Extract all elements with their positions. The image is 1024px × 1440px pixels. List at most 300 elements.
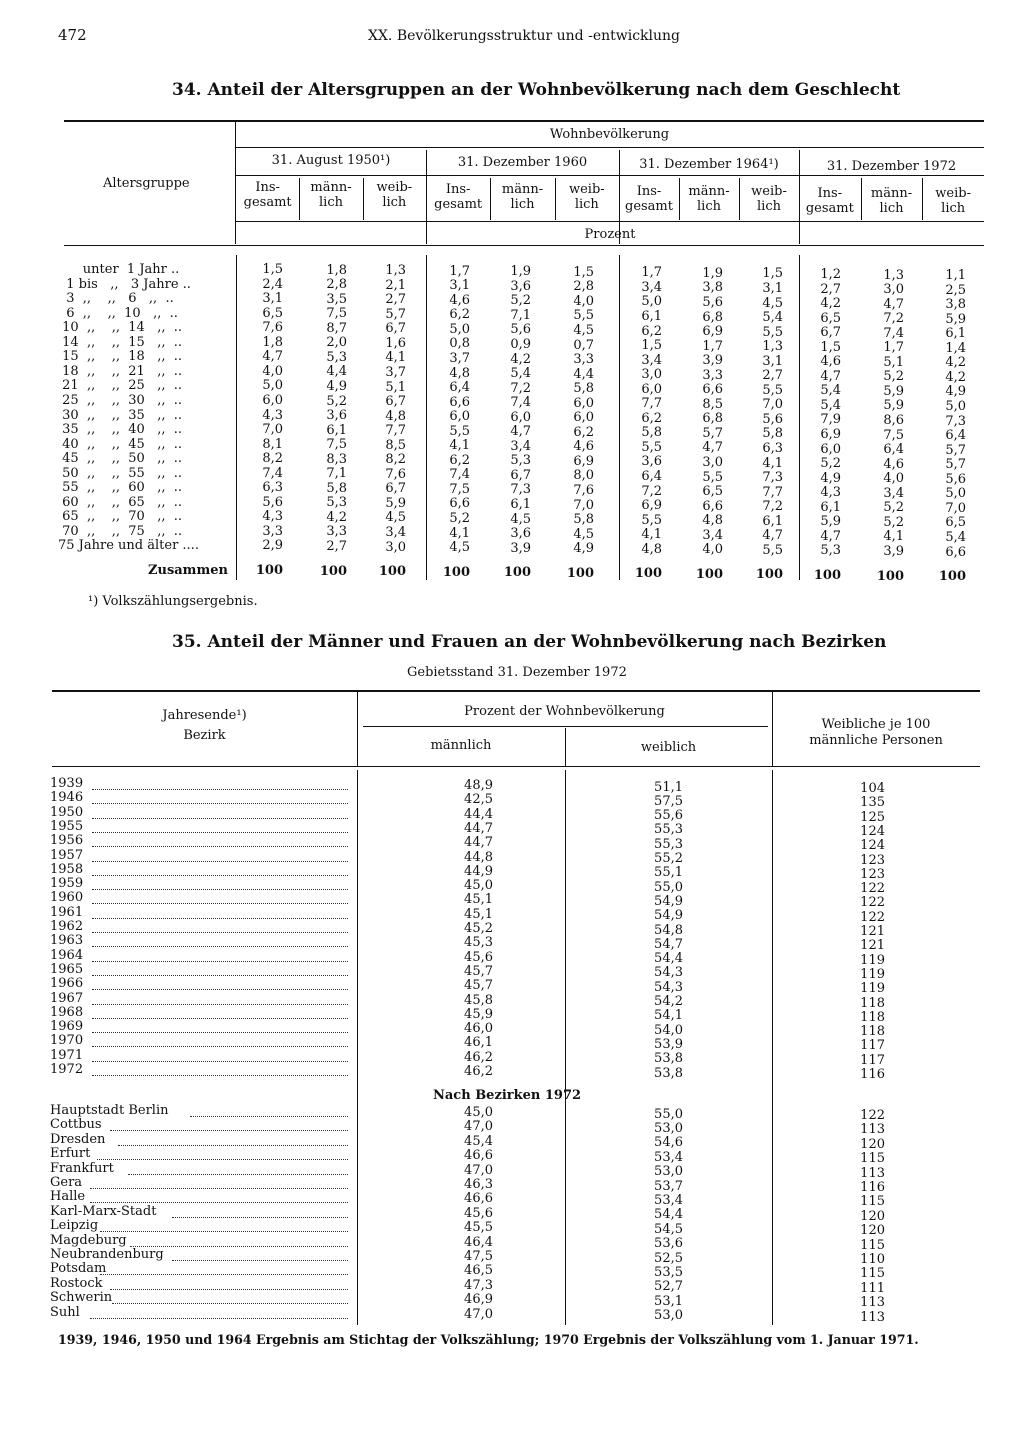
t35-body-divider bbox=[357, 770, 358, 1325]
t35-cell: 54,3 bbox=[654, 965, 683, 981]
t34-cell: 2,7 bbox=[762, 368, 783, 384]
t34-cell: 3,3 bbox=[702, 367, 723, 383]
t35-leader-dots bbox=[100, 1264, 348, 1275]
t35-row-label: Suhl bbox=[50, 1304, 80, 1320]
t35-cell: 45,9 bbox=[464, 1006, 493, 1022]
t35-cell: 44,9 bbox=[464, 863, 493, 879]
t34-cell: 1,5 bbox=[573, 264, 594, 280]
t34-cell: 5,8 bbox=[573, 381, 594, 397]
t34-cell: 6,7 bbox=[385, 394, 406, 410]
t34-cell: 1,8 bbox=[326, 262, 347, 278]
t34-subheader-line: lich bbox=[757, 199, 781, 214]
t34-cell: 1,3 bbox=[883, 267, 904, 283]
t34-cell: 6,0 bbox=[820, 441, 841, 457]
t35-leader-dots bbox=[112, 1293, 348, 1304]
t34-cell: 5,4 bbox=[510, 366, 531, 382]
t34-body-divider bbox=[426, 255, 427, 580]
t35-subtitle: Gebietsstand 31. Dezember 1972 bbox=[407, 665, 627, 680]
t34-cell: 2,7 bbox=[820, 281, 841, 297]
t35-cell: 46,6 bbox=[464, 1191, 493, 1207]
t34-cell: 3,0 bbox=[641, 367, 662, 383]
t34-cell: 4,0 bbox=[883, 471, 904, 487]
t34-row-label: 1 bis ,, 3 Jahre .. bbox=[58, 276, 191, 292]
t35-top-rule bbox=[52, 690, 980, 692]
t35-row-label: 1967 bbox=[50, 990, 84, 1006]
t35-row-label: Dresden bbox=[50, 1131, 106, 1147]
t34-row-label: 25 ,, ,, 30 ,, .. bbox=[58, 392, 182, 408]
t34-cell: 4,2 bbox=[945, 369, 966, 385]
t34-cell: 6,2 bbox=[449, 452, 470, 468]
t34-cell: 4,2 bbox=[945, 355, 966, 371]
t34-cell: 2,8 bbox=[326, 277, 347, 293]
table-35-title: 35. Anteil der Männer und Frauen an der Wohnbevölkerung nach Bezirken bbox=[172, 632, 887, 652]
t35-leader-dots bbox=[92, 779, 348, 790]
t34-top-rule bbox=[64, 120, 984, 122]
t35-row-label: 1968 bbox=[50, 1004, 84, 1020]
t34-body-divider bbox=[799, 255, 800, 580]
t35-leader-dots bbox=[128, 1164, 348, 1175]
t34-cell: 100 bbox=[503, 565, 531, 581]
t34-cell: 5,8 bbox=[573, 512, 594, 528]
t35-leader-dots bbox=[92, 822, 348, 833]
t34-cell: 6,6 bbox=[702, 382, 723, 398]
t35-cell: 53,8 bbox=[654, 1051, 683, 1067]
t34-cell: 5,0 bbox=[641, 294, 662, 310]
t34-cell: 6,5 bbox=[262, 305, 283, 321]
t34-cell: 2,9 bbox=[262, 538, 283, 554]
t35-cell: 115 bbox=[860, 1266, 885, 1282]
t34-cell: 5,2 bbox=[820, 456, 841, 472]
t35-cell: 55,6 bbox=[654, 808, 683, 824]
t34-cell: 3,5 bbox=[326, 291, 347, 307]
t34-cell: 6,2 bbox=[573, 424, 594, 440]
t34-subheader-line: gesamt bbox=[805, 201, 854, 216]
t34-cell: 7,2 bbox=[641, 483, 662, 499]
t34-subheader-line: Ins- bbox=[636, 184, 662, 199]
t35-row-label: 1965 bbox=[50, 961, 84, 977]
t34-cell: 3,1 bbox=[762, 280, 783, 296]
t34-subheader-line: Ins- bbox=[445, 182, 471, 197]
t35-cell: 119 bbox=[860, 981, 885, 997]
t34-row-label: 35 ,, ,, 40 ,, .. bbox=[58, 422, 182, 438]
t34-cell: 1,1 bbox=[945, 268, 966, 284]
t35-cell: 55,3 bbox=[654, 836, 683, 852]
t34-subheader bbox=[739, 184, 799, 214]
t34-body-divider bbox=[236, 255, 237, 580]
t35-row-label: Rostock bbox=[50, 1275, 103, 1291]
t35-leader-dots bbox=[92, 1008, 348, 1019]
t34-subheader bbox=[426, 182, 490, 212]
t35-cell: 46,3 bbox=[464, 1177, 493, 1192]
t35-row-label: 1961 bbox=[50, 904, 84, 920]
t35-cell: 115 bbox=[860, 1194, 885, 1210]
t34-cell: 5,7 bbox=[385, 306, 406, 322]
t34-cell: 4,7 bbox=[820, 528, 841, 544]
t34-cell: 5,3 bbox=[326, 349, 347, 365]
t35-row-label: Erfurt bbox=[50, 1146, 91, 1162]
t34-cell: 3,0 bbox=[883, 282, 904, 298]
t34-rule bbox=[64, 245, 984, 246]
t35-row-label: 1970 bbox=[50, 1033, 84, 1049]
t35-cell: 44,7 bbox=[464, 820, 493, 836]
t34-cell: 6,2 bbox=[641, 323, 662, 339]
t35-leader-dots bbox=[92, 1051, 348, 1062]
t34-subheader bbox=[490, 182, 554, 212]
t34-row-label: 50 ,, ,, 55 ,, .. bbox=[58, 465, 182, 481]
t34-row-label: 15 ,, ,, 18 ,, .. bbox=[58, 349, 182, 365]
t34-subheader-line: lich bbox=[319, 195, 343, 210]
t35-cell: 54,8 bbox=[654, 922, 683, 938]
t34-cell: 5,9 bbox=[945, 311, 966, 327]
t35-cell: 44,4 bbox=[464, 806, 493, 822]
t34-cell: 100 bbox=[566, 565, 594, 581]
t35-leader-dots bbox=[97, 1149, 348, 1160]
t34-cell: 5,9 bbox=[883, 383, 904, 399]
t34-cell: 8,7 bbox=[326, 320, 347, 336]
t34-row-label: 65 ,, ,, 70 ,, .. bbox=[58, 509, 182, 525]
t34-body-divider bbox=[619, 255, 620, 580]
t35-cell: 54,2 bbox=[654, 994, 683, 1009]
t34-cell: 1,5 bbox=[762, 266, 783, 282]
t35-cell: 135 bbox=[860, 795, 885, 811]
t34-cell: 7,0 bbox=[762, 397, 783, 413]
t34-cell: 5,7 bbox=[945, 442, 966, 458]
t35-cell: 54,0 bbox=[654, 1022, 683, 1038]
t35-row-label: 1955 bbox=[50, 818, 84, 834]
t35-cell: 122 bbox=[860, 895, 885, 911]
t35-row-label: Frankfurt bbox=[50, 1160, 114, 1176]
t35-row-label: Karl-Marx-Stadt bbox=[50, 1203, 157, 1219]
t35-row-label: Magdeburg bbox=[50, 1232, 127, 1248]
t35-cell: 52,7 bbox=[654, 1279, 683, 1295]
t34-cell: 6,1 bbox=[945, 326, 966, 342]
t35-leader-dots bbox=[90, 1178, 348, 1189]
t34-cell: 6,2 bbox=[449, 307, 470, 323]
t34-cell: 5,2 bbox=[449, 511, 470, 526]
t34-cell: 5,6 bbox=[510, 322, 531, 338]
t35-cell: 104 bbox=[860, 781, 885, 796]
t35-cell: 46,2 bbox=[464, 1049, 493, 1065]
t34-cell: 6,0 bbox=[641, 381, 662, 397]
t35-cell: 125 bbox=[860, 809, 885, 825]
t34-cell: 7,1 bbox=[326, 466, 347, 482]
t35-cell: 55,1 bbox=[654, 865, 683, 881]
t34-cell: 6,6 bbox=[945, 544, 966, 560]
t34-cell: 6,1 bbox=[820, 499, 841, 515]
t35-cell: 44,8 bbox=[464, 849, 493, 865]
t34-row-label: 21 ,, ,, 25 ,, .. bbox=[58, 378, 182, 394]
t35-cell: 51,1 bbox=[654, 779, 683, 795]
t35-stub-header-2: Bezirk bbox=[183, 728, 226, 743]
t35-cell: 54,6 bbox=[654, 1135, 683, 1151]
t34-cell: 3,0 bbox=[385, 539, 406, 555]
t35-cell: 120 bbox=[860, 1223, 885, 1239]
t35-cell: 116 bbox=[860, 1067, 885, 1082]
t34-cell: 4,5 bbox=[385, 510, 406, 526]
t34-subheader-divider bbox=[739, 178, 740, 220]
t35-cell: 52,5 bbox=[654, 1250, 683, 1266]
t34-subheader-line: männ- bbox=[870, 186, 913, 201]
t34-cell: 5,7 bbox=[945, 457, 966, 473]
t34-cell: 4,5 bbox=[573, 322, 594, 338]
t34-cell: 5,3 bbox=[510, 453, 531, 469]
t35-row-label: Gera bbox=[50, 1175, 83, 1190]
t34-subheader-divider bbox=[922, 178, 923, 220]
t34-cell: 4,7 bbox=[262, 349, 283, 365]
t35-cell: 45,5 bbox=[464, 1220, 493, 1236]
t35-footnote: 1939, 1946, 1950 und 1964 Ergebnis am Stichtag der Volkszählung; 1970 Ergebnis der Volkszählung vom 1. Januar 1971. bbox=[58, 1332, 919, 1347]
t34-cell: 5,8 bbox=[762, 426, 783, 442]
t35-leader-dots bbox=[100, 1221, 348, 1232]
t34-subheader bbox=[363, 180, 426, 210]
t35-stub-header-1: Jahresende¹) bbox=[162, 708, 247, 723]
t35-cell: 116 bbox=[860, 1180, 885, 1195]
t34-cell: 3,9 bbox=[883, 543, 904, 559]
t34-cell: 4,5 bbox=[573, 526, 594, 542]
t34-cell: 7,4 bbox=[449, 467, 470, 483]
t35-cell: 54,7 bbox=[654, 936, 683, 952]
t35-row-label: 1966 bbox=[50, 976, 84, 992]
t34-subheader-line: lich bbox=[510, 197, 535, 212]
t34-cell: 6,3 bbox=[762, 441, 783, 456]
t34-date-1964: 31. Dezember 1964¹) bbox=[639, 157, 779, 172]
t35-cell: 45,0 bbox=[464, 1105, 493, 1120]
t34-cell: 4,5 bbox=[510, 511, 531, 527]
t34-subheader-divider bbox=[555, 178, 556, 220]
t35-row-label: 1946 bbox=[50, 790, 84, 806]
t35-cell: 115 bbox=[860, 1237, 885, 1253]
t35-leader-dots bbox=[92, 1022, 348, 1033]
t34-cell: 6,0 bbox=[573, 410, 594, 426]
t35-cell: 45,4 bbox=[464, 1133, 493, 1149]
t35-row-label: Leipzig bbox=[50, 1218, 99, 1234]
t35-row-label: Cottbus bbox=[50, 1117, 102, 1133]
t34-cell: 5,0 bbox=[262, 378, 283, 394]
t34-cell: 1,7 bbox=[449, 263, 470, 279]
t34-subheader-line: gesamt bbox=[434, 197, 483, 212]
t35-cell: 45,7 bbox=[464, 963, 493, 979]
t34-cell: 7,2 bbox=[883, 311, 904, 327]
t34-cell: 5,7 bbox=[702, 425, 723, 441]
t35-cell: 53,0 bbox=[654, 1120, 683, 1136]
t35-cell: 120 bbox=[860, 1208, 885, 1224]
t35-cell: 113 bbox=[860, 1295, 885, 1311]
t34-subheader-line: lich bbox=[879, 201, 904, 216]
t34-cell: 5,9 bbox=[385, 495, 406, 511]
t34-cell: 3,4 bbox=[702, 527, 723, 543]
t35-cell: 122 bbox=[860, 1108, 885, 1123]
t34-cell: 1,7 bbox=[883, 340, 904, 356]
t35-cell: 124 bbox=[860, 838, 885, 854]
t35-pct-header: Prozent der Wohnbevölkerung bbox=[464, 704, 665, 719]
t34-row-label: 75 Jahre und älter .... bbox=[58, 538, 199, 554]
t34-cell: 5,5 bbox=[449, 423, 470, 439]
t34-cell: 8,2 bbox=[385, 452, 406, 468]
t34-subheader-divider bbox=[861, 178, 862, 220]
t34-subheader-line: lich bbox=[574, 197, 599, 212]
t34-cell: 7,4 bbox=[262, 465, 283, 481]
t34-cell: 4,6 bbox=[820, 354, 841, 370]
t35-cell: 54,5 bbox=[654, 1221, 683, 1237]
t34-cell: 6,8 bbox=[702, 309, 723, 325]
t34-cell: 5,6 bbox=[945, 471, 966, 487]
t34-rule bbox=[236, 175, 984, 176]
t34-cell: 4,4 bbox=[573, 366, 594, 382]
t35-col-ratio-2: männliche Personen bbox=[809, 733, 943, 748]
t34-cell: 4,2 bbox=[326, 509, 347, 525]
t34-subheader-divider bbox=[299, 178, 300, 220]
t34-cell: 8,5 bbox=[385, 437, 406, 453]
t34-cell: 7,4 bbox=[883, 325, 904, 341]
t34-cell: 3,3 bbox=[573, 352, 594, 368]
t34-cell: 7,4 bbox=[510, 395, 531, 411]
t34-cell: 4,1 bbox=[762, 455, 783, 471]
t35-leader-dots bbox=[90, 1308, 348, 1319]
t34-subheader-divider bbox=[679, 178, 680, 220]
t35-cell: 53,0 bbox=[654, 1164, 683, 1180]
t34-cell: 7,1 bbox=[510, 307, 531, 323]
t35-row-label: 1958 bbox=[50, 861, 84, 877]
t34-cell: 4,1 bbox=[883, 529, 904, 545]
t35-cell: 47,5 bbox=[464, 1249, 493, 1264]
t34-subheader-line: männ- bbox=[501, 182, 544, 197]
t34-cell: 6,5 bbox=[820, 310, 841, 326]
t35-row-label: 1969 bbox=[50, 1019, 84, 1035]
t35-body-divider bbox=[565, 770, 566, 1325]
t34-cell: 4,8 bbox=[702, 513, 723, 529]
t34-cell: 3,8 bbox=[702, 280, 723, 296]
t34-subheader-line: weib- bbox=[568, 182, 605, 197]
t35-row-label: 1956 bbox=[50, 833, 84, 849]
t35-cell: 44,7 bbox=[464, 835, 493, 851]
t35-cell: 55,0 bbox=[654, 879, 683, 895]
t34-cell: 3,8 bbox=[945, 297, 966, 313]
t35-leader-dots bbox=[92, 865, 348, 876]
t34-cell: 4,2 bbox=[820, 296, 841, 312]
t34-cell: 1,5 bbox=[820, 339, 841, 355]
t35-leader-dots bbox=[92, 879, 348, 890]
t35-cell: 122 bbox=[860, 881, 885, 897]
t34-subheader-line: männ- bbox=[310, 180, 352, 195]
t35-row-label: Hauptstadt Berlin bbox=[50, 1103, 169, 1118]
t34-cell: 4,7 bbox=[702, 440, 723, 456]
table-34-title: 34. Anteil der Altersgruppen an der Wohnbevölkerung nach dem Geschlecht bbox=[172, 80, 901, 100]
t34-cell: 3,1 bbox=[262, 291, 283, 307]
t34-cell: 4,8 bbox=[641, 541, 662, 557]
t35-cell: 123 bbox=[860, 866, 885, 882]
t34-cell: 6,5 bbox=[945, 515, 966, 531]
t35-row-label: 1957 bbox=[50, 847, 84, 863]
t34-cell: 5,8 bbox=[641, 425, 662, 441]
t35-row-label: Neubrandenburg bbox=[50, 1247, 164, 1262]
t34-cell: 4,6 bbox=[883, 456, 904, 472]
t35-cell: 121 bbox=[860, 938, 885, 954]
t34-cell: 4,8 bbox=[385, 408, 406, 424]
t35-leader-dots bbox=[130, 1236, 348, 1247]
t34-cell: 5,3 bbox=[326, 495, 347, 511]
t34-cell: 6,6 bbox=[449, 394, 470, 410]
t34-cell: 5,1 bbox=[385, 379, 406, 395]
t34-row-label: 30 ,, ,, 35 ,, .. bbox=[58, 407, 182, 423]
t35-cell: 48,9 bbox=[464, 778, 493, 793]
t34-cell: 100 bbox=[695, 566, 723, 582]
t35-cell: 54,9 bbox=[654, 908, 683, 924]
t34-cell: 7,7 bbox=[385, 423, 406, 439]
t35-cell: 121 bbox=[860, 924, 885, 939]
t35-cell: 45,6 bbox=[464, 949, 493, 965]
t34-cell: 4,9 bbox=[945, 384, 966, 400]
t35-cell: 53,6 bbox=[654, 1236, 683, 1252]
t35-leader-dots bbox=[190, 1106, 348, 1117]
t35-cell: 47,3 bbox=[464, 1277, 493, 1293]
t35-cell: 46,4 bbox=[464, 1234, 493, 1250]
t34-cell: 5,5 bbox=[573, 308, 594, 324]
t35-leader-dots bbox=[110, 1120, 348, 1131]
t35-row-label: 1964 bbox=[50, 947, 84, 963]
t34-cell: 2,1 bbox=[385, 277, 406, 293]
t34-cell: 4,7 bbox=[883, 296, 904, 312]
t34-cell: 6,7 bbox=[385, 481, 406, 497]
t34-row-label: 3 ,, ,, 6 ,, .. bbox=[58, 291, 174, 307]
t34-cell: 4,6 bbox=[449, 292, 470, 308]
t35-cell: 46,6 bbox=[464, 1148, 493, 1164]
t34-span-header: Wohnbevölkerung bbox=[549, 127, 670, 142]
t35-cell: 47,0 bbox=[464, 1306, 493, 1322]
t34-cell: 7,6 bbox=[573, 483, 594, 498]
t34-cell: 5,5 bbox=[762, 382, 783, 398]
t34-subheader-line: männ- bbox=[688, 184, 730, 199]
t35-leader-dots bbox=[92, 836, 348, 847]
t34-cell: 7,2 bbox=[510, 380, 531, 396]
t35-rule bbox=[52, 766, 980, 767]
t34-cell: 5,6 bbox=[262, 494, 283, 510]
t34-cell: 5,0 bbox=[945, 399, 966, 414]
t35-cell: 45,7 bbox=[464, 978, 493, 994]
t34-row-label: 18 ,, ,, 21 ,, .. bbox=[58, 363, 182, 379]
t35-cell: 53,8 bbox=[654, 1065, 683, 1081]
t34-subheader-line: weib- bbox=[751, 184, 787, 199]
t34-cell: 7,7 bbox=[762, 484, 783, 500]
t34-subheader-line: weib- bbox=[376, 180, 413, 195]
t35-cell: 113 bbox=[860, 1165, 885, 1181]
t34-row-label: Zusammen bbox=[148, 563, 228, 578]
t34-subheader-line: gesamt bbox=[625, 199, 673, 214]
t34-cell: 0,8 bbox=[449, 336, 470, 352]
t34-cell: 4,3 bbox=[820, 485, 841, 501]
t34-cell: 3,6 bbox=[510, 526, 531, 542]
t35-cell: 110 bbox=[860, 1252, 885, 1267]
t34-cell: 7,5 bbox=[326, 437, 347, 453]
t35-cell: 53,0 bbox=[654, 1308, 683, 1324]
t34-cell: 4,1 bbox=[449, 525, 470, 541]
t34-cell: 5,4 bbox=[762, 310, 783, 326]
t34-cell: 4,5 bbox=[762, 295, 783, 311]
t35-cell: 45,8 bbox=[464, 992, 493, 1008]
t35-cell: 45,0 bbox=[464, 878, 493, 894]
t34-cell: 6,1 bbox=[641, 308, 662, 324]
t34-cell: 6,8 bbox=[702, 411, 723, 427]
t34-cell: 4,7 bbox=[762, 528, 783, 544]
t34-subheader-line: Ins- bbox=[817, 186, 843, 201]
t34-cell: 5,2 bbox=[326, 393, 347, 409]
t34-subheader bbox=[236, 180, 299, 210]
t34-cell: 100 bbox=[378, 564, 406, 580]
t34-cell: 4,5 bbox=[449, 540, 470, 556]
t34-cell: 4,6 bbox=[573, 439, 594, 455]
t35-col-weiblich: weiblich bbox=[640, 740, 697, 755]
t34-cell: 100 bbox=[319, 563, 347, 579]
t34-cell: 8,2 bbox=[262, 451, 283, 467]
